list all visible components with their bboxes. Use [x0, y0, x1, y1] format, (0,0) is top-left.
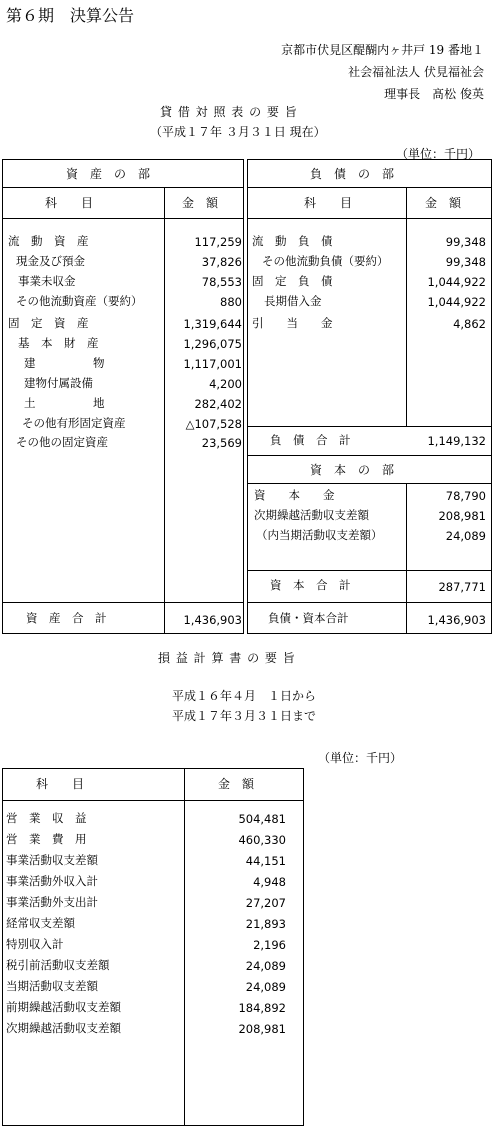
income-statement-title: 損 益 計 算 書 の 要 旨: [158, 651, 296, 665]
asset-value: 1,319,644: [183, 317, 242, 331]
income-col-item: 科 目: [36, 777, 85, 791]
liabilities-table: [247, 159, 492, 634]
asset-value: 880: [220, 295, 242, 309]
asset-label: 流 動 資 産: [8, 234, 89, 248]
balance-sheet-title: 貸 借 対 照 表 の 要 旨: [160, 105, 298, 119]
income-row-label: 経常収支差額: [6, 916, 75, 930]
asset-label: 基 本 財 産: [18, 336, 99, 350]
income-row-label: 事業活動収支差額: [6, 853, 98, 867]
asset-label: その他流動資産（要約）: [16, 294, 143, 308]
income-row-value: 184,892: [238, 1001, 286, 1015]
assets-col-amount: 金 額: [182, 196, 219, 210]
income-row-value: 460,330: [238, 833, 286, 847]
income-row-value: 2,196: [253, 938, 286, 952]
asset-label: その他の固定資産: [16, 435, 108, 449]
assets-total-value: 1,436,903: [183, 613, 242, 627]
income-period-to: 平成１７年３月３１日まで: [172, 709, 317, 723]
liability-label: 流 動 負 債: [252, 234, 333, 248]
liability-value: 99,348: [445, 235, 486, 249]
income-row-label: 営 業 収 益: [6, 811, 87, 825]
liability-value: 4,862: [453, 317, 486, 331]
capital-label: 資 本 金: [254, 488, 335, 502]
assets-col-item: 科 目: [45, 196, 94, 210]
liability-label: その他流動負債（要約）: [262, 254, 389, 268]
capital-total-value: 287,771: [438, 580, 486, 594]
capital-value: 208,981: [438, 509, 486, 523]
asset-value: △107,528: [185, 417, 242, 431]
asset-label: 事業未収金: [18, 274, 76, 288]
asset-label: 固 定 資 産: [8, 316, 89, 330]
liability-label: 長期借入金: [264, 294, 322, 308]
income-row-label: 営 業 費 用: [6, 832, 87, 846]
asset-value: 23,569: [201, 436, 242, 450]
income-row-value: 44,151: [245, 854, 286, 868]
organization-name: 社会福祉法人 伏見福祉会: [348, 65, 484, 79]
balance-sheet-date: （平成１７年 ３月３１日 現在）: [150, 125, 326, 139]
capital-value: 78,790: [445, 489, 486, 503]
liab-col-item: 科 目: [304, 196, 353, 210]
asset-value: 37,826: [201, 255, 242, 269]
income-row-value: 504,481: [238, 812, 286, 826]
asset-value: 117,259: [194, 235, 242, 249]
income-period-from: 平成１６年４月 １日から: [172, 689, 317, 703]
income-row-value: 24,089: [245, 959, 286, 973]
asset-label: 土 地: [24, 396, 105, 410]
income-row-value: 27,207: [245, 896, 286, 910]
assets-total-label: 資 産 合 計: [26, 611, 107, 625]
income-row-label: 事業活動外支出計: [6, 895, 98, 909]
asset-value: 78,553: [201, 275, 242, 289]
income-row-value: 24,089: [245, 980, 286, 994]
capital-section-heading: 資 本 の 部: [310, 463, 395, 477]
liabilities-section-heading: 負 債 の 部: [310, 167, 395, 181]
income-row-value: 208,981: [238, 1022, 286, 1036]
asset-value: 282,402: [194, 397, 242, 411]
liability-value: 99,348: [445, 255, 486, 269]
assets-section-heading: 資 産 の 部: [66, 167, 151, 181]
liabilities-total-value: 1,149,132: [427, 434, 486, 448]
balance-sheet-unit: （単位：千円）: [395, 147, 480, 161]
liabilities-capital-total-label: 負債・資本合計: [268, 611, 349, 625]
liabilities-total-label: 負 債 合 計: [270, 433, 351, 447]
capital-total-label: 資 本 合 計: [270, 578, 351, 592]
asset-label: 建 物: [24, 356, 105, 370]
capital-label: （内当期活動収支差額）: [256, 528, 383, 542]
asset-value: 1,296,075: [183, 337, 242, 351]
asset-label: 建物付属設備: [24, 376, 93, 390]
asset-value: 4,200: [209, 377, 242, 391]
income-row-label: 特別収入計: [6, 937, 64, 951]
liability-label: 固 定 負 債: [252, 274, 333, 288]
income-unit: （単位：千円）: [318, 751, 403, 765]
income-row-value: 21,893: [245, 917, 286, 931]
page-title: 第６期 決算公告: [6, 6, 135, 25]
liabilities-capital-total-value: 1,436,903: [427, 613, 486, 627]
income-row-label: 税引前活動収支差額: [6, 958, 110, 972]
asset-label: その他有形固定資産: [22, 416, 126, 430]
liability-value: 1,044,922: [427, 295, 486, 309]
address: 京都市伏見区醍醐内ヶ井戸 19 番地１: [281, 43, 484, 57]
income-row-label: 前期繰越活動収支差額: [6, 1000, 121, 1014]
liability-label: 引 当 金: [252, 316, 333, 330]
income-col-amount: 金 額: [218, 777, 255, 791]
liability-value: 1,044,922: [427, 275, 486, 289]
representative-name: 理事長 髙松 俊英: [384, 87, 484, 101]
income-row-label: 当期活動収支差額: [6, 979, 98, 993]
asset-label: 現金及び預金: [16, 254, 85, 268]
capital-value: 24,089: [445, 529, 486, 543]
asset-value: 1,117,001: [183, 357, 242, 371]
income-row-label: 次期繰越活動収支差額: [6, 1021, 121, 1035]
income-row-value: 4,948: [253, 875, 286, 889]
liab-col-amount: 金 額: [425, 196, 462, 210]
income-row-label: 事業活動外収入計: [6, 874, 98, 888]
capital-label: 次期繰越活動収支差額: [254, 508, 369, 522]
